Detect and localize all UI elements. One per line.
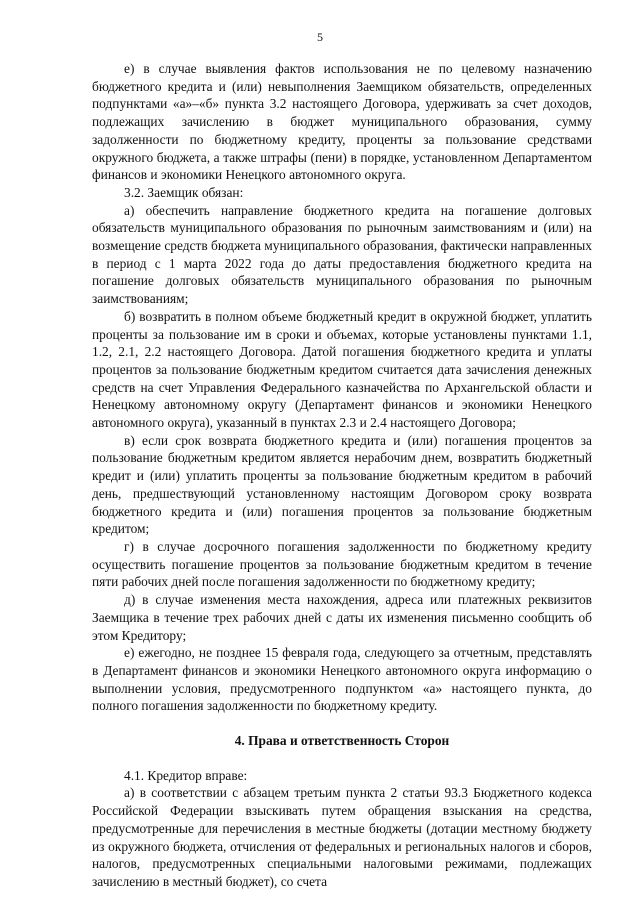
- paragraph-3-2-v: в) если срок возврата бюджетного кредита и (или) погашения процентов за пользование бюджетным кредитом является нерабочим днем, возвратить бюджетный кредит и (или) уплатить проценты за пользование бюджетным кредитом в рабочий день, предшествующий установленному настоящим Договором сроку возврата бюджетного кредита и (или) погашения процентов за пользование бюджетным кредитом;: [92, 432, 592, 537]
- section-heading: 4. Права и ответственность Сторон: [234, 733, 450, 749]
- paragraph-3-2-b: б) возвратить в полном объеме бюджетный кредит в окружной бюджет, уплатить проценты за пользование им в сроки и объемах, которые установлены пунктами 1.1, 1.2, 2.1, 2.2 настоящего Договора. Датой погашения бюджетного кредита и уплаты процентов за пользование бюджетным кредитом считается дата зачисления денежных средств на счет Управления Федерального казначейства по Архангельской области и Ненецкому автономному округу (Департамент финансов и экономики Ненецкого автономного округа), указанный в пунктах 2.3 и 2.4 настоящего Договора;: [92, 308, 592, 431]
- paragraph-3-1-e: е) в случае выявления фактов использования не по целевому назначению бюджетного кредита и (или) невыполнения Заемщиком обязательств, определенных подпунктами «а»–«б» пункта 3.2 настоящего Договора, удерживать за счет доходов, подлежащих зачислению в бюджет муниципального образования, сумму задолженности по бюджетному кредиту, проценты за пользование средствами окружного бюджета, а также штрафы (пени) в порядке, установленном Департаментом финансов и экономики Ненецкого автономного округа.: [92, 61, 592, 183]
- paragraph-3-2-g: г) в случае досрочного погашения задолженности по бюджетному кредиту осуществить погашение процентов за пользование бюджетным кредитом в течение пяти рабочих дней после погашения задолженности по бюджетному кредиту;: [92, 538, 592, 590]
- paragraph-3-2-d: д) в случае изменения места нахождения, адреса или платежных реквизитов Заемщика в течение трех рабочих дней с даты их изменения письменно сообщить об этом Кредитору;: [92, 592, 592, 643]
- document-body: [92, 60, 592, 891]
- paragraph-4-1-a: а) в соответствии с абзацем третьим пункта 2 статьи 93.3 Бюджетного кодекса Российской Федерации взыскивать путем обращения взыскания на средства, предусмотренные для перечисления в местные бюджеты (дотации местному бюджету из окружного бюджета, отчисления от федеральных и региональных налогов и сборов, налогов, предусмотренных специальными налоговыми режимами, подлежащих зачислению в местный бюджет), со счета: [92, 785, 592, 889]
- paragraph-3-2-a: а) обеспечить направление бюджетного кредита на погашение долговых обязательств муниципального образования по рыночным заимствованиям и (или) на возмещение средств бюджета муниципального образования, фактически направленных в период с 1 марта 2022 года до даты предоставления бюджетного кредита на погашение долговых обязательств муниципального образования по рыночным заимствованиям;: [92, 202, 592, 307]
- paragraph-3-2-title: 3.2. Заемщик обязан:: [124, 184, 244, 200]
- paragraph-3-2-e: е) ежегодно, не позднее 15 февраля года, следующего за отчетным, представлять в Департамент финансов и экономики Ненецкого автономного округа информацию о выполнении условия, предусмотренного подпунктом «а» настоящего пункта, до полного погашения задолженности по бюджетному кредиту.: [92, 645, 592, 714]
- paragraph-4-1-title: 4.1. Кредитор вправе:: [124, 767, 248, 783]
- page-number: 5: [317, 30, 323, 44]
